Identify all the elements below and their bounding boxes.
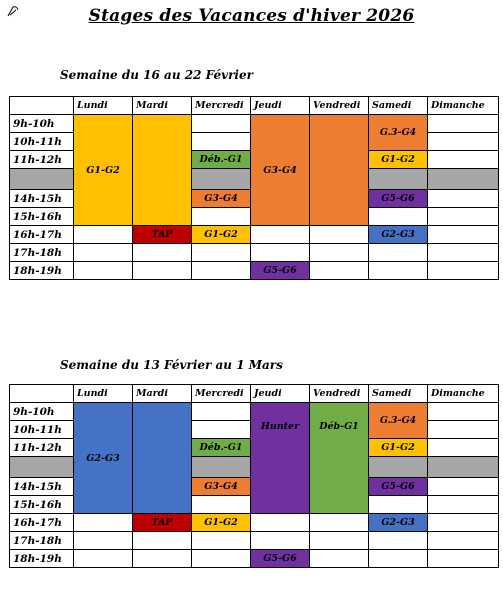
empty-cell [428, 421, 499, 439]
week-2-schedule [9, 384, 499, 568]
session-vendredi-block [310, 115, 369, 226]
session-jeudi-18: G5-G6 [251, 262, 310, 280]
session-samedi-16: G2-G3 [369, 226, 428, 244]
empty-cell [369, 496, 428, 514]
empty-cell [428, 403, 499, 421]
empty-cell [310, 514, 369, 532]
empty-cell [192, 115, 251, 133]
time-label: 14h-15h [10, 478, 74, 496]
day-header: Mardi [133, 97, 192, 115]
empty-cell [74, 514, 133, 532]
time-label: 15h-16h [10, 208, 74, 226]
empty-cell [428, 514, 499, 532]
time-label: 18h-19h [10, 262, 74, 280]
day-header: Jeudi [251, 385, 310, 403]
empty-cell [192, 262, 251, 280]
corner-cell [10, 97, 74, 115]
day-header: Samedi [369, 385, 428, 403]
empty-cell [192, 532, 251, 550]
time-label: 9h-10h [10, 115, 74, 133]
day-header: Vendredi [310, 385, 369, 403]
day-header: Vendredi [310, 97, 369, 115]
empty-cell [310, 532, 369, 550]
empty-cell [310, 550, 369, 568]
day-header: Mercredi [192, 385, 251, 403]
time-label: 16h-17h [10, 514, 74, 532]
empty-cell [369, 244, 428, 262]
empty-cell [428, 244, 499, 262]
empty-cell [428, 208, 499, 226]
session-lundi: G2-G3 [74, 403, 133, 514]
lunch-separator [10, 457, 74, 478]
empty-cell [192, 244, 251, 262]
empty-cell [428, 478, 499, 496]
time-label: 11h-12h [10, 151, 74, 169]
week-1-heading: Semaine du 16 au 22 Février [60, 68, 253, 82]
day-header: Mardi [133, 385, 192, 403]
empty-cell [192, 421, 251, 439]
time-label: 15h-16h [10, 496, 74, 514]
empty-cell [251, 514, 310, 532]
session-mercredi-14: G3-G4 [192, 478, 251, 496]
time-label: 10h-11h [10, 421, 74, 439]
session-mardi-tap: TAP [133, 226, 192, 244]
empty-cell [74, 262, 133, 280]
time-label: 17h-18h [10, 244, 74, 262]
session-jeudi-18: G5-G6 [251, 550, 310, 568]
empty-cell [133, 244, 192, 262]
empty-cell [369, 532, 428, 550]
empty-cell [369, 262, 428, 280]
empty-cell [74, 244, 133, 262]
session-jeudi: G3-G4 [251, 115, 310, 226]
lunch-separator [369, 457, 428, 478]
empty-cell [251, 226, 310, 244]
lunch-separator [192, 169, 251, 190]
empty-cell [251, 532, 310, 550]
empty-cell [428, 496, 499, 514]
empty-cell [192, 550, 251, 568]
empty-cell [369, 550, 428, 568]
time-label: 17h-18h [10, 532, 74, 550]
empty-cell [428, 439, 499, 457]
session-samedi-11: G1-G2 [369, 151, 428, 169]
session-samedi-16: G2-G3 [369, 514, 428, 532]
session-mercredi-16: G1-G2 [192, 514, 251, 532]
empty-cell [428, 115, 499, 133]
session-samedi-9: G.3-G4 [369, 403, 428, 439]
time-label: 10h-11h [10, 133, 74, 151]
session-samedi-11: G1-G2 [369, 439, 428, 457]
time-label: 14h-15h [10, 190, 74, 208]
empty-cell [428, 133, 499, 151]
empty-cell [74, 532, 133, 550]
lunch-separator [192, 457, 251, 478]
empty-cell [369, 208, 428, 226]
empty-cell [74, 226, 133, 244]
session-vendredi: Déb-G1 [310, 403, 369, 514]
session-mercredi-14: G3-G4 [192, 190, 251, 208]
session-mardi-block [133, 403, 192, 514]
page-title: Stages des Vacances d'hiver 2026 [88, 6, 415, 26]
corner-cell [10, 385, 74, 403]
empty-cell [310, 262, 369, 280]
empty-cell [428, 226, 499, 244]
day-header: Lundi [74, 385, 133, 403]
day-header: Jeudi [251, 97, 310, 115]
week-1-schedule [9, 96, 499, 280]
time-label: 11h-12h [10, 439, 74, 457]
empty-cell [192, 208, 251, 226]
day-header: Mercredi [192, 97, 251, 115]
empty-cell [192, 403, 251, 421]
lunch-separator [428, 457, 499, 478]
lunch-separator [428, 169, 499, 190]
day-header: Dimanche [428, 97, 499, 115]
empty-cell [133, 550, 192, 568]
empty-cell [133, 262, 192, 280]
session-mercredi-11: Déb.-G1 [192, 439, 251, 457]
lunch-separator [369, 169, 428, 190]
time-label: 16h-17h [10, 226, 74, 244]
session-mardi-block [133, 115, 192, 226]
time-label: 18h-19h [10, 550, 74, 568]
day-header: Samedi [369, 97, 428, 115]
week-2-heading: Semaine du 13 Février au 1 Mars [60, 358, 283, 372]
session-mercredi-11: Déb.-G1 [192, 151, 251, 169]
empty-cell [192, 133, 251, 151]
session-mardi-tap: TAP [133, 514, 192, 532]
empty-cell [251, 244, 310, 262]
time-label: 9h-10h [10, 403, 74, 421]
session-jeudi: Hunter [251, 403, 310, 514]
day-header: Dimanche [428, 385, 499, 403]
empty-cell [310, 244, 369, 262]
session-samedi-14: G5-G6 [369, 478, 428, 496]
session-mercredi-16: G1-G2 [192, 226, 251, 244]
empty-cell [310, 226, 369, 244]
session-samedi-9: G.3-G4 [369, 115, 428, 151]
session-samedi-14: G5-G6 [369, 190, 428, 208]
empty-cell [428, 190, 499, 208]
empty-cell [428, 532, 499, 550]
empty-cell [192, 496, 251, 514]
empty-cell [133, 532, 192, 550]
empty-cell [428, 262, 499, 280]
empty-cell [428, 151, 499, 169]
empty-cell [428, 550, 499, 568]
empty-cell [74, 550, 133, 568]
lunch-separator [10, 169, 74, 190]
session-lundi: G1-G2 [74, 115, 133, 226]
day-header: Lundi [74, 97, 133, 115]
